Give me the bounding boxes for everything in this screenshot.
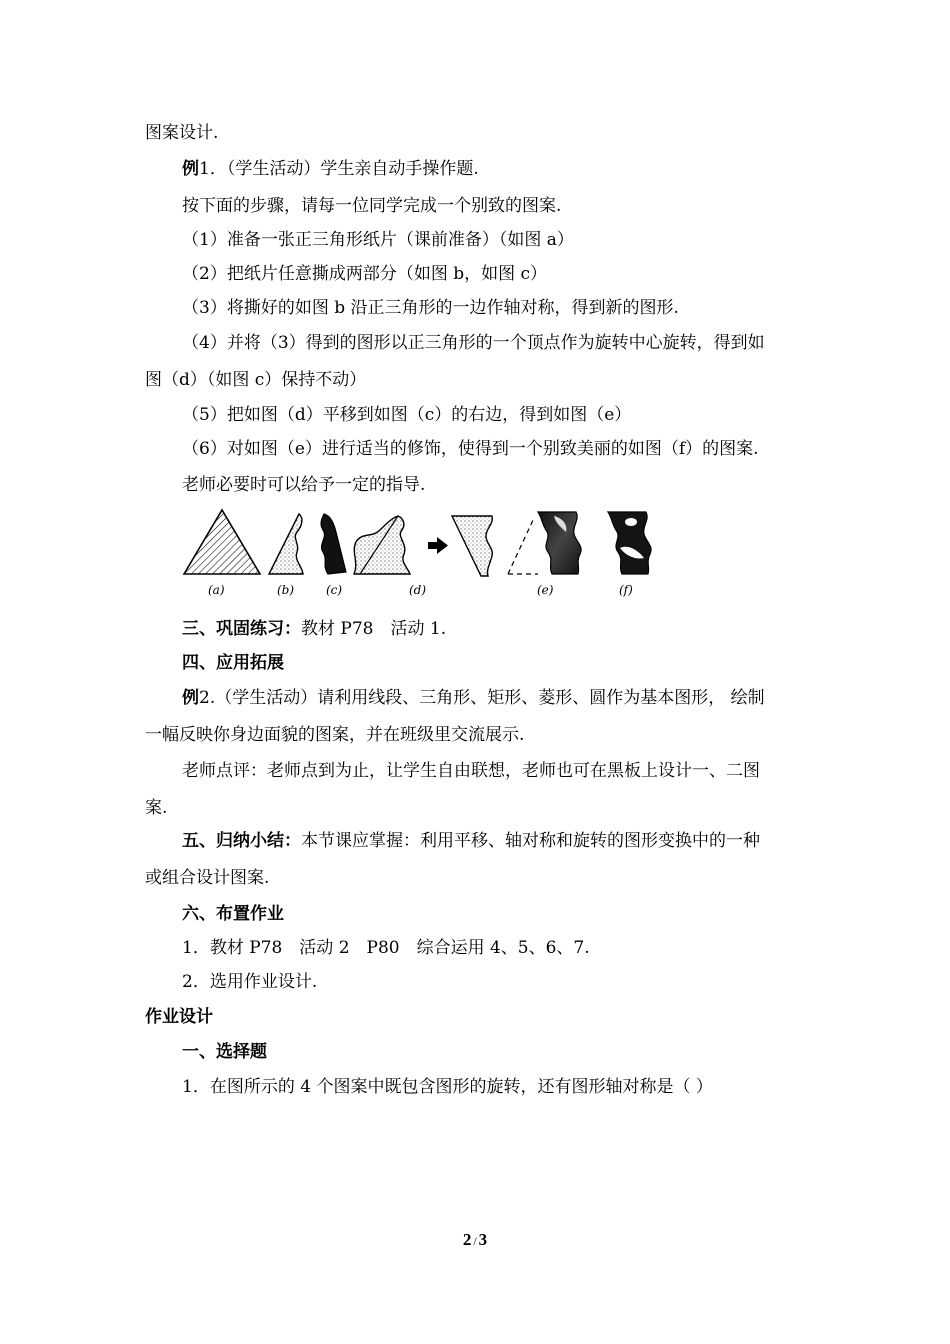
figure-a-triangle	[184, 510, 260, 574]
paper-tearing-figure	[176, 504, 676, 602]
arrow-icon	[428, 537, 448, 554]
text-line: 老师必要时可以给予一定的指导.	[182, 475, 426, 495]
example-2	[182, 687, 765, 709]
figure-d-reflected-shape	[354, 516, 410, 574]
page-separator: /	[473, 1234, 477, 1248]
page-number	[0, 1230, 950, 1250]
homework-item-2: 2．选用作业设计.	[182, 972, 318, 992]
step-3: （3）将撕好的如图 b 沿正三角形的一边作轴对称，得到新的图形.	[182, 298, 679, 318]
text-line: 图案设计.	[145, 123, 219, 143]
question-1: 1．在图所示的 4 个图案中既包含图形的旋转，还有图形轴对称是（ ）	[182, 1077, 713, 1097]
figure-c-dark-piece	[321, 514, 346, 574]
figure-e-combined	[508, 512, 581, 574]
caption-a: (a)	[208, 583, 225, 597]
multiple-choice-heading: 一、选择题	[182, 1042, 267, 1062]
text-line: 案.	[145, 798, 168, 818]
figure-svg	[176, 504, 676, 602]
text-line: 或组合设计图案.	[145, 868, 270, 888]
example-2-text: 2.（学生活动）请利用线段、三角形、矩形、菱形、圆作为基本图形， 绘制	[199, 688, 765, 708]
section-3-text: 教材 P78 活动 1.	[301, 619, 447, 639]
homework-design-heading: 作业设计	[145, 1007, 213, 1027]
page-current: 2	[462, 1230, 472, 1249]
section-6-heading: 六、布置作业	[182, 904, 284, 924]
example-1-text: 1．（学生活动）学生亲自动手操作题.	[199, 159, 479, 179]
section-5-text: 本节课应掌握：利用平移、轴对称和旋转的图形变换中的一种	[301, 831, 760, 851]
caption-e: (e)	[537, 583, 554, 597]
step-4: （4）并将（3）得到的图形以正三角形的一个顶点作为旋转中心旋转，得到如	[182, 333, 765, 353]
section-4-heading: 四、应用拓展	[182, 653, 284, 673]
text-line: 按下面的步骤，请每一位同学完成一个别致的图案.	[182, 196, 562, 216]
figure-f-decorated	[608, 512, 651, 574]
teacher-comment: 老师点评：老师点到为止，让学生自由联想，老师也可在黑板上设计一、二图	[182, 761, 760, 781]
homework-item-1: 1．教材 P78 活动 2 P80 综合运用 4、5、6、7.	[182, 938, 590, 958]
step-1: （1）准备一张正三角形纸片（课前准备）（如图 a）	[182, 230, 574, 250]
step-6: （6）对如图（e）进行适当的修饰，使得到一个别致美丽的如图（f）的图案.	[182, 439, 759, 459]
example-1-heading	[182, 158, 479, 180]
figure-b-torn-piece	[269, 514, 303, 574]
caption-c: (c)	[326, 583, 343, 597]
caption-d: (d)	[409, 583, 427, 597]
section-3-heading: 三、巩固练习：	[182, 619, 301, 639]
section-5	[182, 830, 760, 852]
step-2: （2）把纸片任意撕成两部分（如图 b，如图 c）	[182, 264, 548, 284]
text-line: 一幅反映你身边面貌的图案，并在班级里交流展示.	[145, 725, 525, 745]
page-total: 3	[478, 1230, 488, 1249]
example-label: 例	[182, 688, 199, 708]
step-4-cont: 图（d）（如图 c）保持不动）	[145, 370, 367, 390]
caption-b: (b)	[277, 583, 295, 597]
figure-rotated-shape	[452, 516, 492, 576]
section-3	[182, 618, 446, 640]
step-5: （5）把如图（d）平移到如图（c）的右边，得到如图（e）	[182, 405, 632, 425]
example-label: 例	[182, 159, 199, 179]
caption-f: (f)	[619, 583, 633, 597]
section-5-heading: 五、归纳小结：	[182, 831, 301, 851]
